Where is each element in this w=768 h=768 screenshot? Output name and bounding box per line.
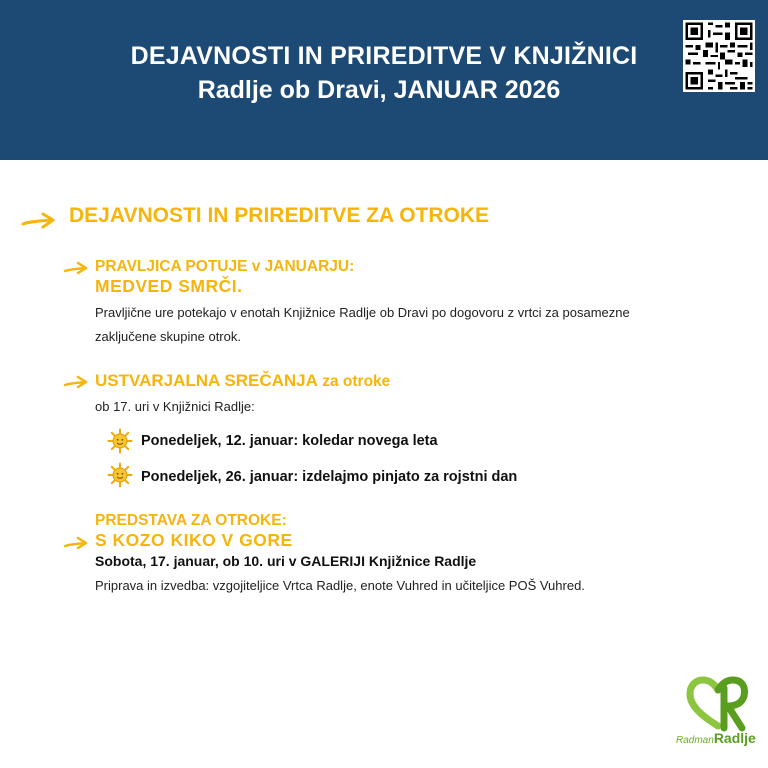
arrow-icon: [63, 374, 89, 390]
show-date: Sobota, 17. januar, ob 10. uri v GALERIJI Knjižnice Radlje: [95, 553, 477, 569]
page-subtitle: Radlje ob Dravi, JANUAR 2026: [197, 76, 561, 104]
sun-icon: [107, 428, 133, 454]
arrow-icon: [63, 535, 89, 551]
story-text-line1: Pravljične ure potekajo v enotah Knjižnice Radlje ob Dravi po dogovoru z vrtci za posamezne: [95, 305, 630, 320]
workshop-item: Ponedeljek, 12. januar: koledar novega leta: [141, 433, 438, 449]
arrow-icon: [21, 209, 57, 231]
story-subheading: MEDVED SMRČI.: [95, 276, 243, 296]
show-subheading: S KOZO KIKO V GORE: [95, 530, 293, 550]
heart-logo-icon: [684, 676, 756, 736]
story-heading: PRAVLJICA POTUJE v JANUARJU:: [95, 258, 355, 275]
logo-name: Radlje: [713, 730, 756, 746]
sun-icon: [107, 462, 133, 488]
arrow-icon: [63, 260, 89, 276]
show-heading: PREDSTAVA ZA OTROKE:: [95, 512, 287, 529]
logo-text: [676, 730, 756, 746]
page-title: DEJAVNOSTI IN PRIREDITVE V KNJIŽNICI: [130, 42, 638, 70]
workshop-item: Ponedeljek, 26. januar: izdelajmo pinjato za rojstni dan: [141, 469, 518, 485]
qr-code-icon[interactable]: [683, 20, 755, 92]
workshops-intro: ob 17. uri v Knjižnici Radlje:: [95, 399, 255, 414]
section-title: DEJAVNOSTI IN PRIREDITVE ZA OTROKE: [69, 204, 490, 227]
workshops-heading-rest: za otroke: [317, 373, 391, 390]
header-banner: [0, 0, 768, 160]
show-credits: Priprava in izvedba: vzgojiteljice Vrtca Radlje, enote Vuhred in učiteljice POŠ Vuhred.: [95, 578, 585, 593]
workshops-heading: [95, 371, 390, 391]
logo-prefix: Radman: [676, 735, 714, 746]
workshops-heading-main: USTVARJALNA SREČANJA: [95, 371, 318, 390]
story-text-line2: zaključene skupine otrok.: [95, 329, 241, 344]
